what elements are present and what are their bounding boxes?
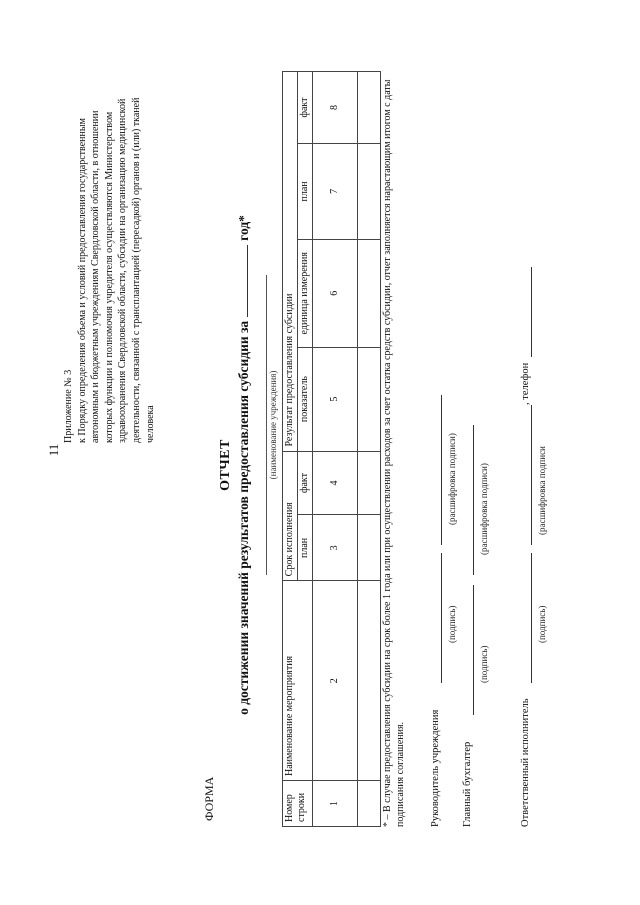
report-title-sub — [236, 175, 252, 755]
executor-signature-label: Ответственный исполнитель — [520, 698, 531, 827]
column-number-7: 7 — [313, 143, 358, 239]
head-signature-caption: (подпись) — [447, 605, 457, 643]
accountant-signature-caption: (подпись) — [479, 645, 489, 683]
accountant-decoding-line[interactable] — [462, 425, 474, 575]
head-decoding-line[interactable] — [430, 395, 442, 545]
empty-cell[interactable] — [358, 239, 381, 347]
column-number-4: 4 — [313, 451, 358, 515]
empty-cell[interactable] — [358, 143, 381, 239]
appendix-line: деятельности, связанной с трансплантацией (пересадкой) органов и (или) тканей — [130, 97, 142, 443]
executor-signature-line[interactable] — [520, 553, 532, 683]
head-signature-line[interactable] — [430, 553, 442, 683]
form-label: ФОРМА — [202, 776, 216, 821]
subheader-plan-result: план — [298, 143, 313, 239]
column-number-1: 1 — [313, 781, 358, 827]
executor-signature-caption: (подпись) — [537, 605, 547, 643]
empty-cell[interactable] — [358, 347, 381, 451]
appendix-block — [62, 23, 157, 443]
executor-phone-label: , телефон — [520, 362, 531, 405]
report-title — [218, 175, 252, 755]
empty-cell[interactable] — [358, 515, 381, 581]
column-number-3: 3 — [313, 515, 358, 581]
executor-decoding-caption: (расшифровка подписи — [537, 446, 547, 535]
footnote: * – В случае предоставления субсидии на срок более 1 года или при осуществлении расходов за счет остатка средств субсидии, отчет заполняется нарастающим итогом с даты подписания соглашения. — [382, 79, 406, 827]
appendix-line: здравоохранения Свердловской области, субсидии на организацию медицинской — [117, 98, 129, 443]
head-signature-label: Руководитель учреждения — [430, 709, 441, 827]
header-row-number: Номер строки — [283, 781, 313, 827]
head-decoding-caption: (расшифровка подписи) — [447, 433, 457, 525]
report-title-sub-text: о достижении значений результатов предоставления субсидии за — [236, 320, 251, 715]
header-result: Результат предоставления субсидии — [283, 72, 298, 452]
report-title-main: ОТЧЕТ — [218, 439, 233, 491]
institution-name-line[interactable] — [266, 275, 267, 575]
column-number-8: 8 — [313, 72, 358, 144]
empty-cell[interactable] — [358, 781, 381, 827]
empty-cell[interactable] — [358, 451, 381, 515]
empty-cell[interactable] — [358, 72, 381, 144]
accountant-signature-line[interactable] — [462, 585, 474, 715]
header-event-name: Наименование мероприятия — [283, 581, 313, 781]
appendix-line: автономным и бюджетным учреждениям Свердловской области, в отношении — [90, 110, 102, 443]
header-deadline: Срок исполнения — [283, 451, 298, 581]
column-number-2: 2 — [313, 581, 358, 781]
year-blank-field[interactable] — [247, 245, 248, 317]
report-title-year-suffix: год* — [236, 215, 251, 241]
subheader-fact: факт — [298, 451, 313, 515]
institution-caption: (наименование учреждения) — [268, 370, 278, 480]
appendix-line: человека — [144, 405, 156, 443]
appendix-line: Приложение № 3 — [63, 369, 74, 443]
report-table — [282, 71, 381, 827]
empty-cell[interactable] — [358, 581, 381, 781]
accountant-decoding-caption: (расшифровка подписи) — [479, 463, 489, 555]
executor-phone-line[interactable] — [520, 267, 532, 357]
accountant-signature-label: Главный бухгалтер — [462, 741, 473, 827]
subheader-fact-result: факт — [298, 72, 313, 144]
subheader-plan: план — [298, 515, 313, 581]
page-number: 11 — [46, 443, 61, 457]
subheader-indicator: показатель — [298, 347, 313, 451]
column-number-6: 6 — [313, 239, 358, 347]
subheader-unit: единица измерения — [298, 239, 313, 347]
appendix-line: которых функции и полномочия учредителя осуществляются Министерством — [103, 111, 115, 443]
appendix-line: к Порядку определения объема и условий предоставления государственным — [76, 118, 88, 443]
executor-decoding-line[interactable] — [520, 405, 532, 545]
column-number-5: 5 — [313, 347, 358, 451]
